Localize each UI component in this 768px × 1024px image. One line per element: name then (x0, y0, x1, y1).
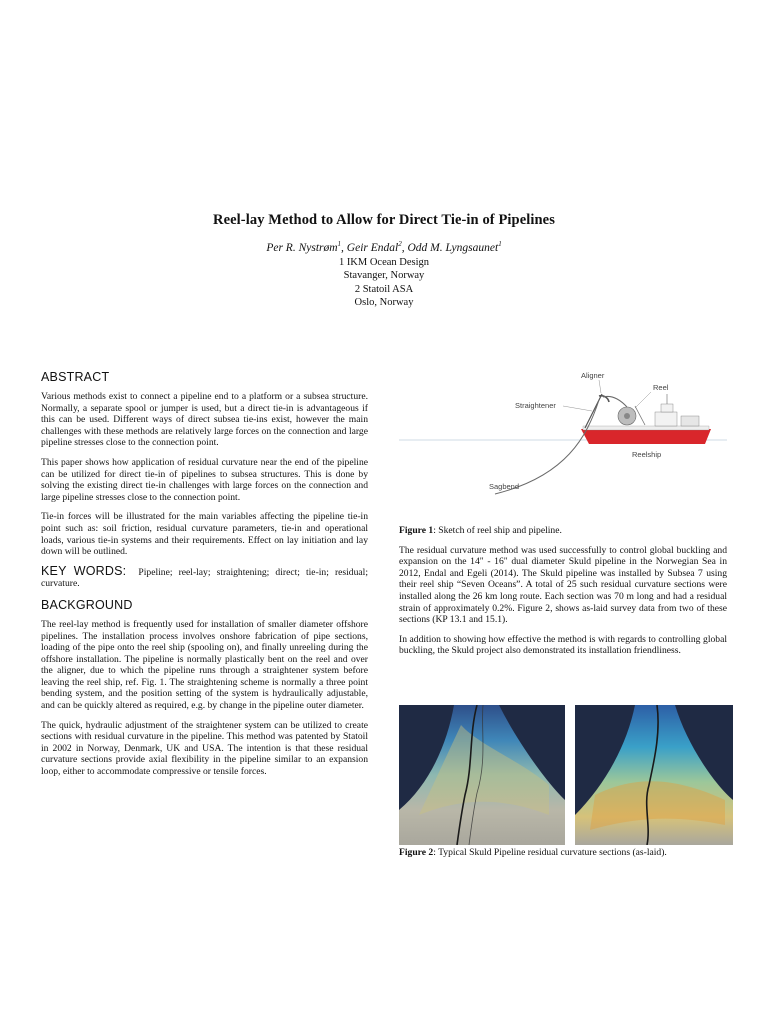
author-name: Per R. Nystrøm (266, 241, 338, 254)
abstract-paragraph: This paper shows how application of residual curvature near the end of the pipeline can be utilized for direct tie-in of pipelines to subsea structures. This is done by solving the existing direct tie-in challenges with large forces on the connection and large pipeline stresses close to the connection point. (41, 456, 368, 503)
background-heading: BACKGROUND (41, 597, 133, 612)
keywords-text: Pipeline; reel-lay; straightening; direct; tie-in; residual; curvature. (41, 566, 368, 590)
affiliation-line: Oslo, Norway (354, 297, 414, 309)
author-name: Geir Endal (346, 241, 399, 254)
background-paragraph: The quick, hydraulic adjustment of the straightener system can be utilized to create sections with residual curvature in the pipeline. This method was patented by Statoil in 2002 in Norway, Denmark, UK and USA. The intention is that these residual curvature sections provide axial flexibility in the pipeline similar to an expansion loop, either to accommodate compressive or tensile forces. (41, 719, 368, 778)
ship-bridge (655, 412, 677, 426)
reel-leader (635, 392, 651, 408)
paper-title: Reel-lay Method to Allow for Direct Tie-in of Pipelines (213, 212, 555, 228)
figure1-caption-label: Figure 1 (399, 525, 434, 536)
straightener-leader (563, 406, 592, 411)
keywords-label: KEY WORDS: (41, 563, 127, 578)
affiliation-line: 2 Statoil ASA (354, 283, 414, 295)
left-column (41, 370, 368, 786)
abstract-heading: ABSTRACT (41, 370, 110, 384)
ship-crane (635, 406, 645, 425)
author-name: Odd M. Lyngsaunet (407, 241, 499, 254)
survey-image-kp15 (575, 705, 733, 845)
author-line: Per R. Nystrøm$^1$, Geir Endal$^2$, Odd M. Lyngsaunet$^1$ (266, 240, 502, 254)
ship-deck (583, 426, 709, 430)
author-affil-mark: 2 (398, 240, 402, 248)
reelship-label: Reelship (632, 450, 662, 459)
figure1-caption (399, 525, 727, 537)
reel-ship-sketch (399, 366, 727, 518)
straightener-label: Straightener (515, 401, 556, 410)
keywords (41, 563, 368, 590)
ship-bridge-top (661, 404, 673, 412)
abstract-paragraph: Tie-in forces will be illustrated for the main variables affecting the pipeline tie-in point such as: soil friction, residual curvature parameters, tie-in and operational loads, various tie-in systems and their requirements. Effect on lay initiation and lay down will be outlined. (41, 511, 368, 558)
right-column (399, 525, 727, 665)
sagbend-label: Sagbend (489, 482, 520, 491)
survey-image-kp13 (399, 705, 565, 845)
body-paragraph: The residual curvature method was used successfully to control global buckling and expansion on the 14" - 16" dual diameter Skuld pipeline in the Norwegian Sea in 2012, Endal and Egeli (2014). The Skuld pipeline was installed by Subsea 7 using their reel ship “Seven Oceans”. A total of 25 such residual curvature sections were installed along the 26 km long route. Each section was 70 m long and had a residual strain of approximately 0.2%. Figure 2, shows as-laid survey data from two of these sections (KP 13.1 and 15.1). (399, 544, 727, 626)
figure1-caption-text: : Sketch of reel ship and pipeline. (433, 525, 562, 536)
author-affil-mark: 1 (498, 240, 502, 248)
figure2-caption-label: Figure 2 (399, 847, 434, 858)
background-paragraph: The reel-lay method is frequently used for installation of smaller diameter offshore pipelines. The installation process involves onshore fabrication of pipe sections, loading of the pipe onto the reel ship (spooling on), and finally unreeling during the offshore installation. The pipeline is normally plastically bent on the reel and over the aligner, due to which the pipeline runs through a straightener system before leaving the reel ship, ref. Fig. 1. The straightening scheme is normally a three point bending system, and the position setting of the system is hydraulically adjustable, and can be quickly altered as required, e.g. by change in the pipeline outer diameter. (41, 618, 368, 712)
abstract-paragraph: Various methods exist to connect a pipeline end to a platform or a subsea structure. Normally, a separate spool or jumper is used, but a direct tie-in is advantageous if this can be used. Different ways of direct subsea tie-ins exist, however the main challenges with these methods are relatively large forces on the connection and large pipeline stresses close to the connection point. (41, 391, 368, 449)
reel-label: Reel (653, 383, 669, 392)
figure2-caption-text: : Typical Skuld Pipeline residual curvature sections (as-laid). (433, 847, 667, 858)
author-affil-mark: 1 (337, 240, 342, 248)
lay-tower (585, 394, 602, 428)
ship-hull (581, 429, 711, 444)
pipeline-catenary (495, 400, 599, 494)
figure2-caption (399, 847, 729, 859)
affiliation-line: 1 IKM Ocean Design (338, 257, 430, 268)
aligner-leader (599, 380, 601, 393)
affiliation-line: Stavanger, Norway (343, 270, 425, 282)
reel-hub (624, 413, 630, 419)
ship-deckhouse (681, 416, 699, 426)
body-paragraph: In addition to showing how effective the method is with regards to controlling global buckling, the Skuld project also demonstrated its installation friendliness. (399, 633, 727, 657)
affiliations (0, 256, 768, 310)
aligner-label: Aligner (581, 371, 605, 380)
